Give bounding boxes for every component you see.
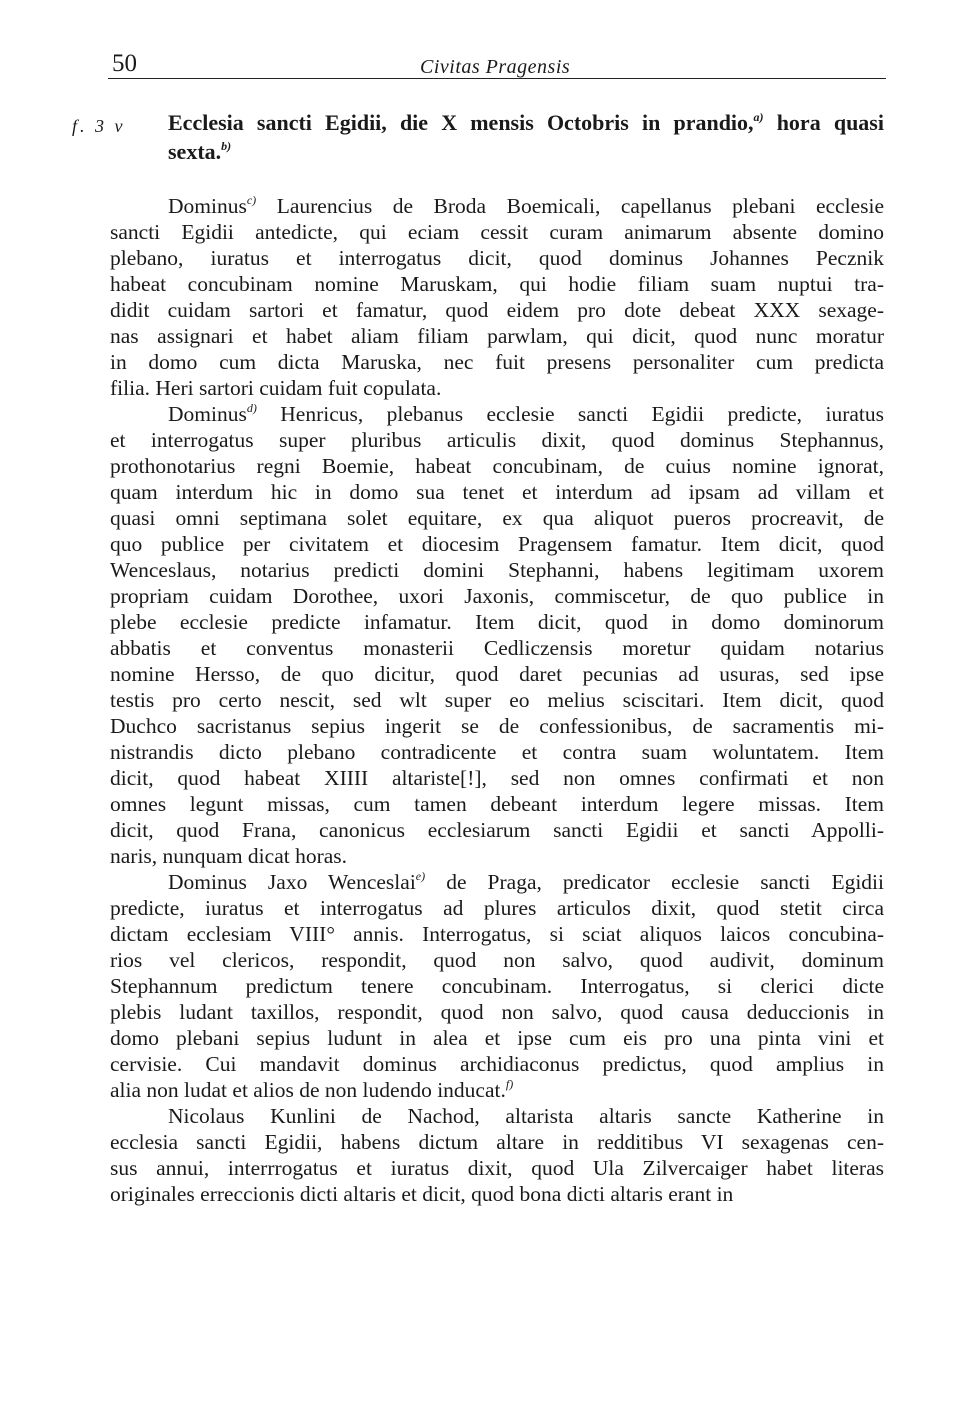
paragraph [110, 401, 884, 869]
footnote-marker: d) [246, 401, 257, 415]
running-title: Civitas Pragensis [420, 56, 571, 78]
line-text: nas assignari et habet aliam filiam parwlam, qui dicit, quod nunc moratur [110, 324, 884, 348]
text-line [110, 869, 884, 895]
text-line [110, 609, 884, 635]
text-line [110, 271, 884, 297]
text-line [110, 765, 884, 791]
line-text: rios vel clericos, respondit, quod non salvo, quod audivit, dominum [110, 948, 884, 972]
page-number: 50 [112, 50, 137, 77]
line-text: nistrandis dicto plebano contradicente et contra suam woluntatem. Item [110, 740, 884, 764]
text-line [110, 1181, 884, 1207]
heading-line-2 [168, 137, 884, 166]
text-line [110, 1025, 884, 1051]
line-text: originales erreccionis dicti altaris et dicit, quod bona dicti altaris erant in [110, 1182, 734, 1206]
line-text: omnes legunt missas, cum tamen debeant interdum legere missas. Item [110, 792, 884, 816]
text-line [110, 713, 884, 739]
text-line [110, 1051, 884, 1077]
header-rule [108, 78, 886, 79]
paragraph [110, 869, 884, 1103]
text-line [110, 375, 884, 401]
line-text: et interrogatus super pluribus articulis dixit, quod dominus Stephannus, [110, 428, 884, 452]
line-text: dictam ecclesiam VIII° annis. Interrogatus, si sciat aliquos laicos concubina- [110, 922, 884, 946]
footnote-marker: f) [505, 1077, 514, 1091]
paragraph [110, 1103, 884, 1207]
text-line [110, 245, 884, 271]
line-text: Nicolaus Kunlini de Nachod, altarista altaris sancte Katherine in [168, 1104, 884, 1128]
line-text: sus annui, interrrogatus et iuratus dixit, quod Ula Zilvercaiger habet literas [110, 1156, 884, 1180]
text-line [110, 193, 884, 219]
line-text: nomine Hersso, de quo dicitur, quod daret pecunias ad usuras, sed ipse [110, 662, 884, 686]
text-line [110, 557, 884, 583]
line-text: habeat concubinam nomine Maruskam, qui hodie filiam suam nuptui tra- [110, 272, 884, 296]
line-text: abbatis et conventus monasterii Cedliczensis moretur quidam notarius [110, 636, 884, 660]
text-line [110, 739, 884, 765]
text-line [110, 687, 884, 713]
line-text: dicit, quod Frana, canonicus ecclesiarum sancti Egidii et sancti Appolli- [110, 818, 884, 842]
text-line [110, 427, 884, 453]
line-text: cervisie. Cui mandavit dominus archidiaconus predictus, quod amplius in [110, 1052, 884, 1076]
footnote-marker: c) [246, 193, 257, 207]
text-line [110, 791, 884, 817]
line-text: propriam cuidam Dorothee, uxori Jaxonis, commiscetur, de quo publice in [110, 584, 884, 608]
text-line [110, 973, 884, 999]
section-heading [168, 108, 884, 166]
line-text: Duchco sacristanus sepius ingerit se de confessionibus, de sacramentis mi- [110, 714, 884, 738]
line-text: Stephannum predictum tenere concubinam. Interrogatus, si clerici dicte [110, 974, 884, 998]
text-line [110, 531, 884, 557]
line-text: naris, nunquam dicat horas. [110, 844, 348, 868]
heading-text: hora quasi [763, 110, 884, 135]
text-line [110, 297, 884, 323]
text-line [110, 843, 884, 869]
line-text: plebis ludant taxillos, respondit, quod non salvo, quod causa deduccionis in [110, 1000, 884, 1024]
text-line [110, 323, 884, 349]
line-text: quam interdum hic in domo sua tenet et interdum ad ipsam ad villam et [110, 480, 884, 504]
text-line [110, 1077, 884, 1103]
footnote-marker: e) [415, 869, 426, 883]
text-line [110, 999, 884, 1025]
text-line [110, 219, 884, 245]
line-text: Henricus, plebanus ecclesie sancti Egidii predicte, iuratus [256, 402, 884, 426]
line-text: plebano, iuratus et interrogatus dicit, quod dominus Johannes Pecznik [110, 246, 884, 270]
text-line [110, 349, 884, 375]
heading-text: Ecclesia sancti Egidii, die X mensis Octobris in prandio, [168, 110, 754, 135]
line-text: alia non ludat et alios de non ludendo inducat. [110, 1078, 506, 1102]
line-text: ecclesia sancti Egidii, habens dictum altare in redditibus VI sexagenas cen- [110, 1130, 884, 1154]
text-line [110, 1155, 884, 1181]
text-line [110, 583, 884, 609]
footnote-marker: a) [753, 110, 764, 124]
line-text: plebe ecclesie predicte infamatur. Item dicit, quod in domo dominorum [110, 610, 884, 634]
text-line [110, 895, 884, 921]
line-text: filia. Heri sartori cuidam fuit copulata. [110, 376, 442, 400]
line-text: sancti Egidii antedicte, qui eciam cessit curam animarum absente domino [110, 220, 884, 244]
line-text: predicte, iuratus et interrogatus ad plures articulos dixit, quod stetit circa [110, 896, 884, 920]
text-line [110, 401, 884, 427]
text-line [110, 947, 884, 973]
line-text: Laurencius de Broda Boemicali, capellanus plebani ecclesie [256, 194, 884, 218]
line-text: didit cuidam sartori et famatur, quod eidem pro dote debeat XXX sexage- [110, 298, 884, 322]
line-text: Dominus [168, 194, 247, 218]
line-text: in domo cum dicta Maruska, nec fuit presens personaliter cum predicta [110, 350, 884, 374]
line-text: dicit, quod habeat XIIII altariste[!], sed non omnes confirmati et non [110, 766, 884, 790]
line-text: de Praga, predicator ecclesie sancti Egidii [425, 870, 884, 894]
text-line [110, 479, 884, 505]
paragraph [110, 193, 884, 401]
folio-margin-note: f. 3 v [72, 116, 126, 136]
text-line [110, 817, 884, 843]
line-text: quasi omni septimana solet equitare, ex qua aliquot pueros procreavit, de [110, 506, 884, 530]
line-text: quo publice per civitatem et diocesim Pragensem famatur. Item dicit, quod [110, 532, 884, 556]
heading-text: sexta. [168, 139, 222, 164]
heading-line-1 [168, 108, 884, 137]
line-text: Dominus Jaxo Wenceslai [168, 870, 416, 894]
line-text: Dominus [168, 402, 247, 426]
document-body [110, 193, 884, 1207]
text-line [110, 635, 884, 661]
line-text: prothonotarius regni Boemie, habeat concubinam, de cuius nomine ignorat, [110, 454, 884, 478]
text-line [110, 453, 884, 479]
text-line [110, 1129, 884, 1155]
text-line [110, 505, 884, 531]
text-line [110, 661, 884, 687]
line-text: domo plebani sepius ludunt in alea et ipse cum eis pro una pinta vini et [110, 1026, 884, 1050]
footnote-marker: b) [221, 139, 232, 153]
line-text: testis pro certo nescit, sed wlt super eo melius sciscitari. Item dicit, quod [110, 688, 884, 712]
line-text: Wenceslaus, notarius predicti domini Stephanni, habens legitimam uxorem [110, 558, 884, 582]
text-line [110, 1103, 884, 1129]
text-line [110, 921, 884, 947]
